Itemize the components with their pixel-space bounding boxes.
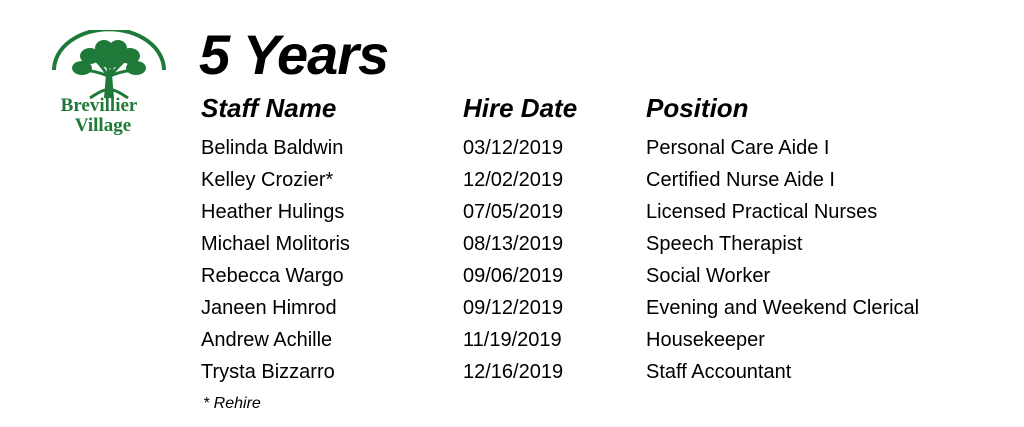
header-staff-name: Staff Name <box>201 93 337 123</box>
staff-name-cell: Rebecca Wargo <box>201 265 344 287</box>
staff-name-cell: Trysta Bizzarro <box>201 361 335 383</box>
staff-name-cell: Janeen Himrod <box>201 297 337 319</box>
table-row <box>0 132 1024 164</box>
hire-date-cell: 09/12/2019 <box>463 297 564 319</box>
position-cell: Licensed Practical Nurses <box>646 201 878 223</box>
staff-name-cell: Belinda Baldwin <box>201 137 344 159</box>
position-cell: Speech Therapist <box>646 233 803 255</box>
staff-name-cell: Kelley Crozier* <box>201 169 334 191</box>
staff-list <box>0 132 1024 388</box>
position-cell: Staff Accountant <box>646 361 792 383</box>
position-cell: Certified Nurse Aide I <box>646 169 835 191</box>
hire-date-cell: 03/12/2019 <box>463 137 564 159</box>
staff-name-cell: Michael Molitoris <box>201 233 350 255</box>
table-row <box>0 324 1024 356</box>
header-hire-date: Hire Date <box>463 93 578 123</box>
hire-date-cell: 09/06/2019 <box>463 265 564 287</box>
staff-name-cell: Heather Hulings <box>201 201 345 223</box>
position-cell: Evening and Weekend Clerical <box>646 297 920 319</box>
hire-date-cell: 12/02/2019 <box>463 169 564 191</box>
staff-name-cell: Andrew Achille <box>201 329 333 351</box>
hire-date-cell: 08/13/2019 <box>463 233 564 255</box>
position-cell: Housekeeper <box>646 329 765 351</box>
page-title: 5 Years <box>199 23 389 86</box>
table-row <box>0 196 1024 228</box>
table-row <box>0 164 1024 196</box>
logo-text-line1: Brevillier <box>60 95 138 116</box>
position-cell: Social Worker <box>646 265 771 287</box>
position-cell: Personal Care Aide I <box>646 137 830 159</box>
hire-date-cell: 11/19/2019 <box>463 329 562 351</box>
table-row <box>0 292 1024 324</box>
table-row <box>0 260 1024 292</box>
header-position: Position <box>646 93 749 123</box>
brevillier-village-logo <box>46 30 172 142</box>
hire-date-cell: 12/16/2019 <box>463 361 564 383</box>
rehire-footnote: * Rehire <box>203 395 261 412</box>
tree-icon <box>46 30 172 100</box>
table-row <box>0 228 1024 260</box>
logo-text-line2: Village <box>74 115 132 136</box>
table-row <box>0 356 1024 388</box>
hire-date-cell: 07/05/2019 <box>463 201 564 223</box>
